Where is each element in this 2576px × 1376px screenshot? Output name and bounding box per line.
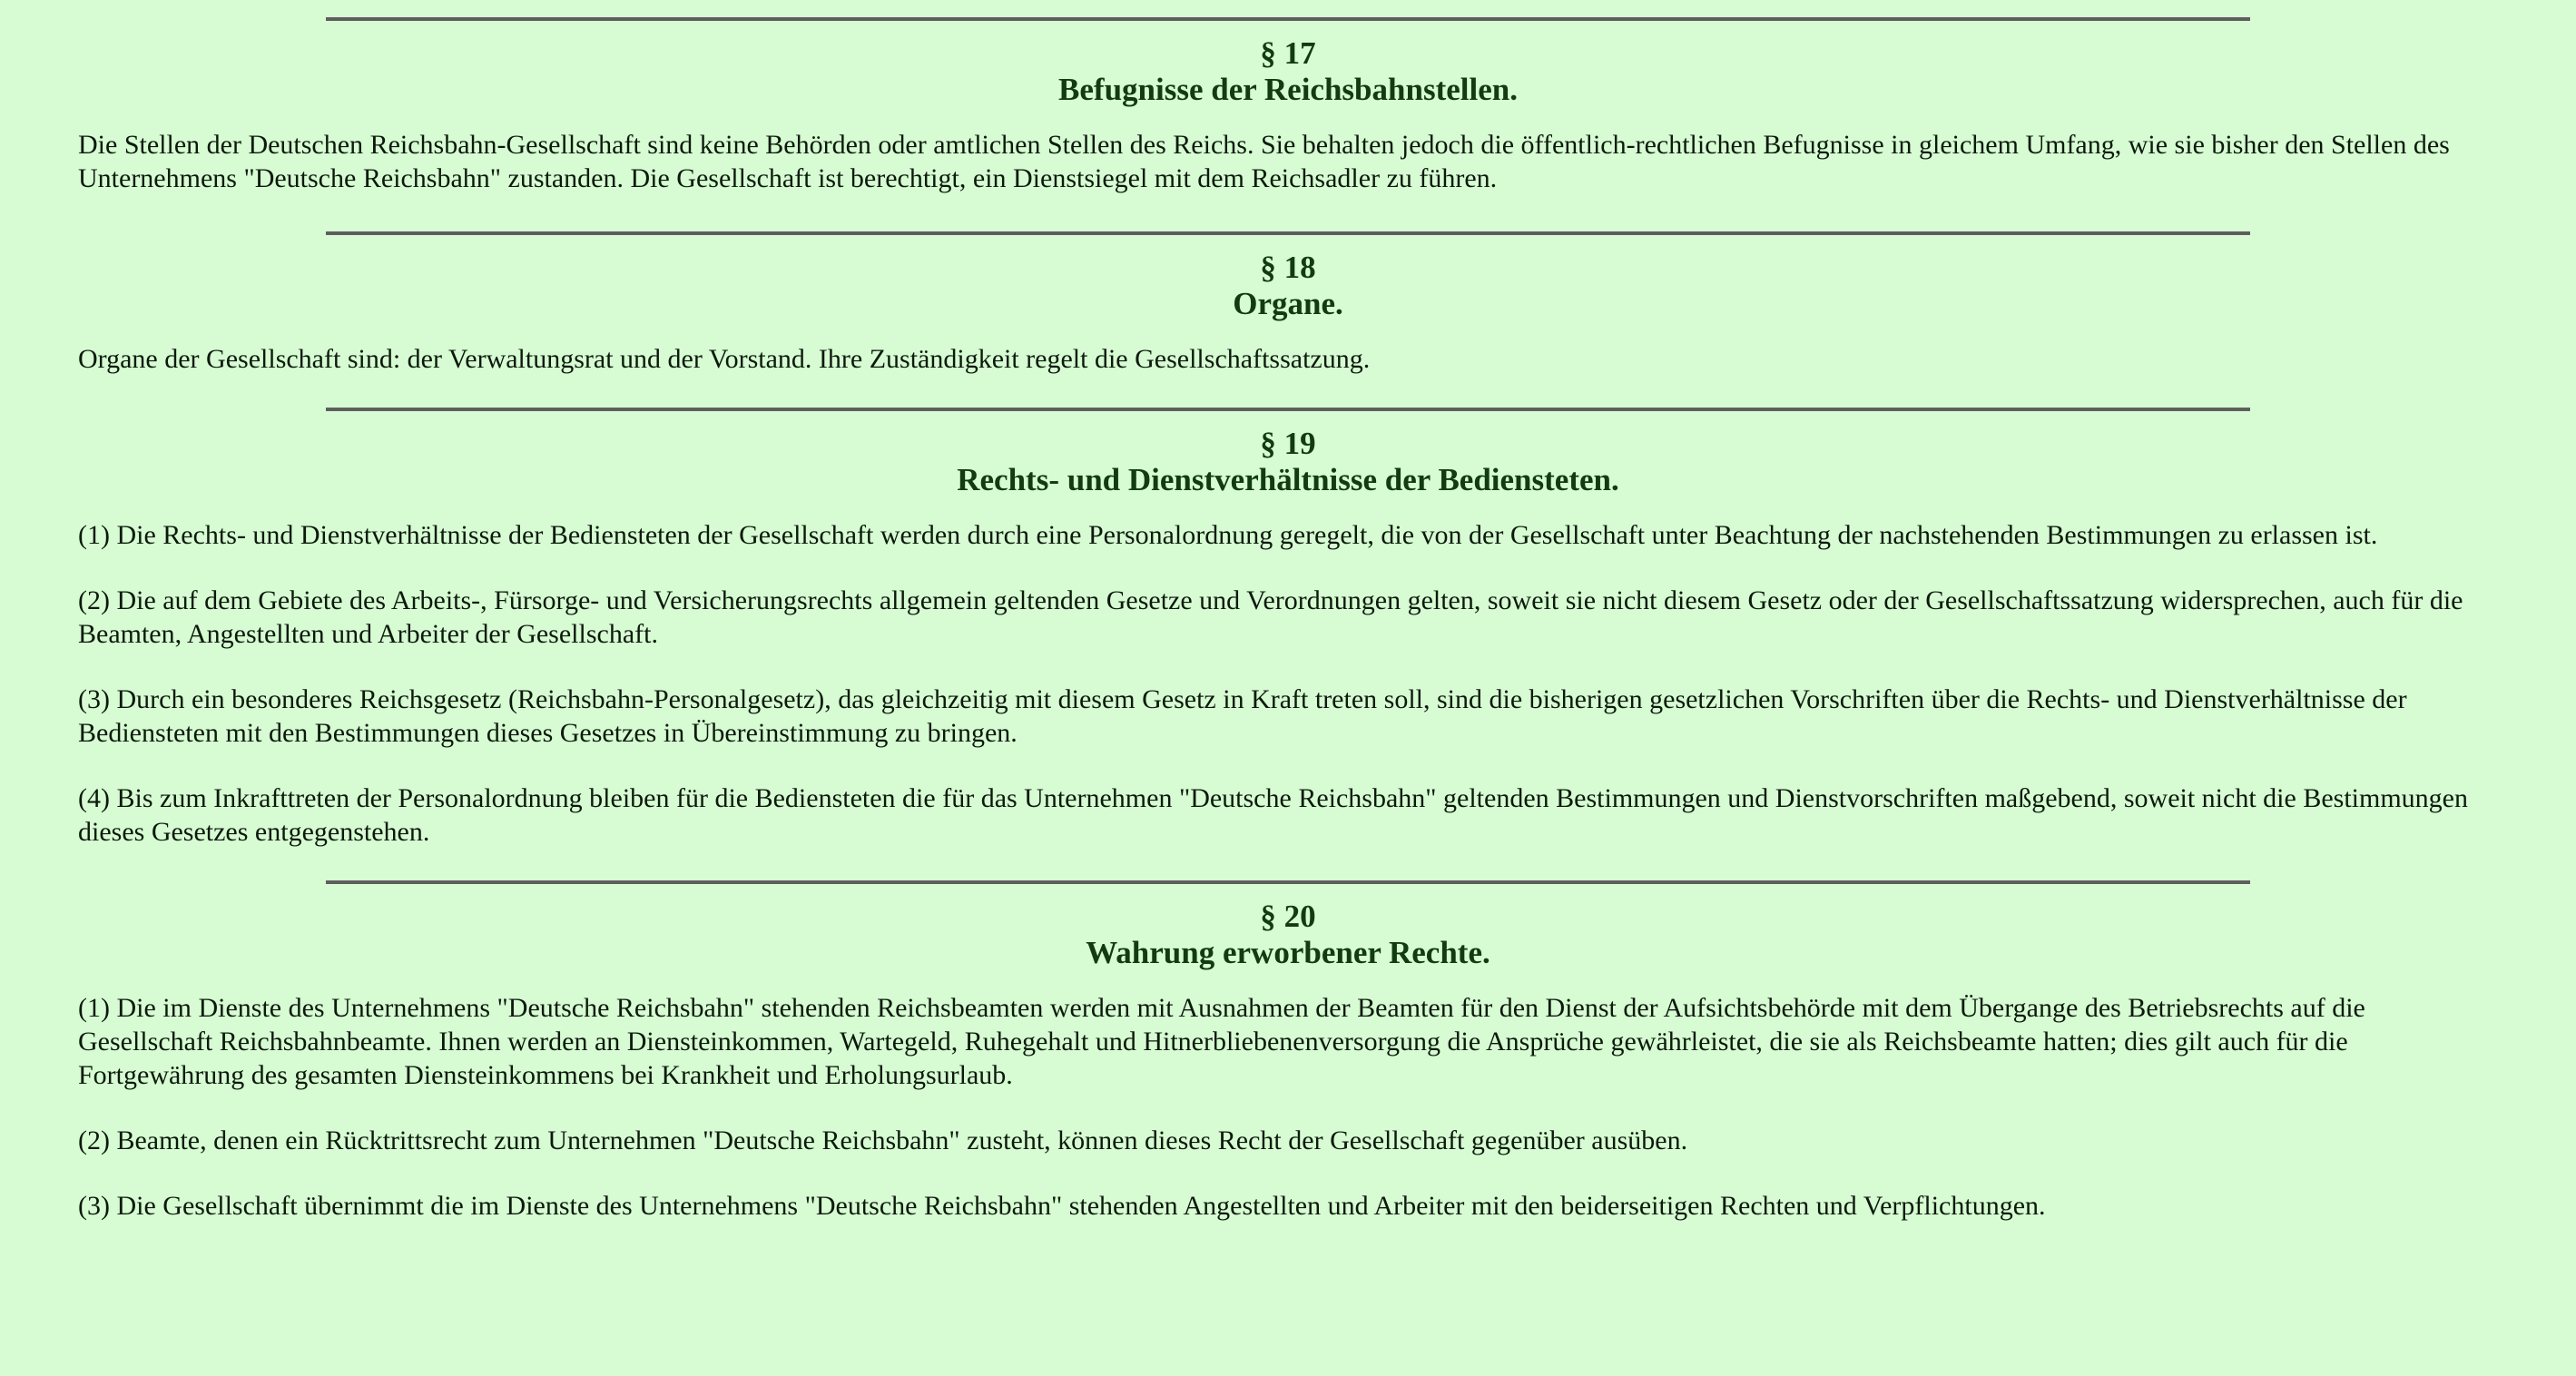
section-paragraph: Die Stellen der Deutschen Reichsbahn-Gesellschaft sind keine Behörden oder amtlichen Stellen des Reichs. Sie behalten jedoch die öffentlich-rechtlichen Befugnisse in gleichem Umfang, wie sie bisher den Stellen des Unternehmens "Deutsche Reichsbahn" zustanden. Die Gesellschaft ist berechtigt, ein Dienstsiegel mit dem Reichsadler zu führen. xyxy=(78,130,2450,193)
section-17 xyxy=(78,0,2498,195)
section-divider xyxy=(326,880,2250,884)
section-divider-wrap xyxy=(78,0,2498,21)
section-heading xyxy=(78,899,2498,971)
section-paragraph: (4) Bis zum Inkrafttreten der Personalordnung bleiben für die Bediensteten die für das Unternehmen "Deutsche Reichsbahn" geltenden Bestimmungen und Dienstvorschriften maßgebend, soweit nicht die Bestimmungen dieses Gesetzes entgegenstehen. xyxy=(78,783,2468,847)
section-title: Befugnisse der Reichsbahnstellen. xyxy=(1058,72,1518,107)
section-heading xyxy=(78,426,2498,498)
section-paragraph: (2) Die auf dem Gebiete des Arbeits-, Fürsorge- und Versicherungsrechts allgemein geltenden Gesetze und Verordnungen gelten, soweit sie nicht diesem Gesetz oder der Gesellschaftssatzung widersprechen, auch für die Beamten, Angestellten und Arbeiter der Gesellschaft. xyxy=(78,585,2463,649)
section-divider-wrap xyxy=(78,376,2498,411)
section-divider-wrap xyxy=(78,195,2498,235)
section-number: § 17 xyxy=(1260,35,1316,71)
section-heading xyxy=(78,250,2498,322)
section-paragraph: (3) Durch ein besonderes Reichsgesetz (Reichsbahn-Personalgesetz), das gleichzeitig mit diesem Gesetz in Kraft treten soll, sind die bisherigen gesetzlichen Vorschriften über die Rechts- und Dienstverhältnisse der Bediensteten mit den Bestimmungen dieses Gesetzes in Übereinstimmung zu bringen. xyxy=(78,684,2407,748)
section-paragraph: (3) Die Gesellschaft übernimmt die im Dienste des Unternehmens "Deutsche Reichsbahn" stehenden Angestellten und Arbeiter mit den beiderseitigen Rechten und Verpflichtungen. xyxy=(78,1191,2046,1221)
section-paragraph: (1) Die im Dienste des Unternehmens "Deutsche Reichsbahn" stehenden Reichsbeamten werden mit Ausnahmen der Beamten für den Dienst der Aufsichtsbehörde mit dem Übergange des Betriebsrechts auf die Gesellschaft Reichsbahnbeamte. Ihnen werden an Diensteinkommen, Wartegeld, Ruhegehalt und Hitnerbliebenenversorgung die Ansprüche gewährleistet, die sie als Reichsbeamte hatten; dies gilt auch für die Fortgewährung des gesamten Diensteinkommens bei Krankheit und Erholungsurlaub. xyxy=(78,993,2365,1090)
section-title: Rechts- und Dienstverhältnisse der Bediensteten. xyxy=(957,462,1619,497)
section-number: § 20 xyxy=(1260,899,1316,934)
section-divider xyxy=(326,408,2250,411)
section-title: Wahrung erworbener Rechte. xyxy=(1086,935,1490,970)
section-divider-wrap xyxy=(78,849,2498,884)
section-paragraph: (2) Beamte, denen ein Rücktrittsrecht zum Unternehmen "Deutsche Reichsbahn" zusteht, können dieses Recht der Gesellschaft gegenüber ausüben. xyxy=(78,1125,1688,1155)
section-title: Organe. xyxy=(1233,286,1343,321)
section-paragraph: Organe der Gesellschaft sind: der Verwaltungsrat und der Vorstand. Ihre Zuständigkeit regelt die Gesellschaftssatzung. xyxy=(78,344,1371,374)
section-divider xyxy=(326,17,2250,21)
section-paragraph: (1) Die Rechts- und Dienstverhältnisse der Bediensteten der Gesellschaft werden durch eine Personalordnung geregelt, die von der Gesellschaft unter Beachtung der nachstehenden Bestimmungen zu erlassen ist. xyxy=(78,520,2378,550)
section-number: § 19 xyxy=(1260,426,1316,461)
section-heading xyxy=(78,35,2498,108)
section-divider xyxy=(326,231,2250,235)
section-number: § 18 xyxy=(1260,250,1316,285)
section-20 xyxy=(78,849,2498,1223)
section-18 xyxy=(78,195,2498,376)
section-19 xyxy=(78,376,2498,849)
